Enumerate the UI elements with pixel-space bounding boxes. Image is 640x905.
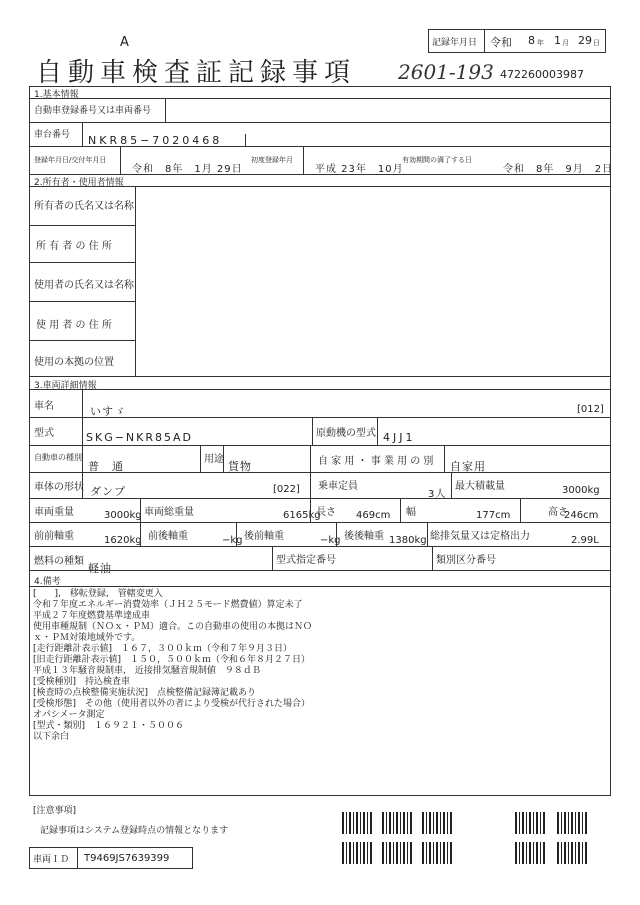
qr-code	[342, 842, 372, 864]
length-label: 長さ	[316, 507, 336, 518]
remarks-line: [走行距離計表示値] １６７，３００ｋｍ（令和７年９月３日）	[33, 644, 293, 654]
body-shape-label: 車体の形状	[34, 482, 84, 493]
width-value: 177cm	[476, 510, 511, 521]
rear-rear-axle-value: 1380kg	[389, 535, 427, 546]
maker-code: [012]	[577, 404, 604, 415]
section-basic-title: 1.基本情報	[34, 90, 79, 100]
height-value: 246cm	[564, 510, 599, 521]
qr-code	[422, 842, 452, 864]
chassis-value: NKR85−7020468	[88, 134, 223, 147]
gross-weight-label: 車両総重量	[144, 507, 194, 518]
length-value: 469cm	[356, 510, 391, 521]
remarks-line: オパシメータ測定	[33, 710, 105, 720]
model-value: SKG−NKR85AD	[86, 431, 194, 444]
body-shape-value: ダンプ	[90, 485, 127, 498]
use-value: 貨物	[228, 460, 252, 473]
first-reg-value: 平成 23年 10月	[315, 164, 404, 175]
remarks-line: 平成２７年度燃費基準達成車	[33, 611, 151, 621]
remarks-line: 以下余白	[33, 732, 70, 742]
user-name-label: 使用者の氏名又は名称	[34, 280, 134, 291]
displacement-value: 2.99L	[571, 535, 599, 546]
weight-label: 車両重量	[34, 507, 74, 518]
weight-value: 3000kg	[104, 510, 142, 521]
qr-code	[557, 842, 587, 864]
body-shape-code: [022]	[273, 484, 300, 495]
vehicle-id-value: T9469JS7639399	[84, 853, 170, 864]
front-rear-axle-value: −kg	[222, 535, 243, 546]
section-owner-title: 2.所有者・使用者情報	[34, 178, 124, 188]
width-label: 幅	[406, 507, 416, 518]
remarks-line: [受検種別] 持込検査車	[33, 677, 131, 687]
fuel-label: 燃料の種類	[34, 556, 84, 567]
engine-label: 原動機の型式	[316, 428, 376, 439]
front-rear-axle-label: 前後軸重	[148, 531, 188, 542]
qr-code	[382, 842, 412, 864]
owner-address-label: 所 有 者 の 住 所	[36, 241, 112, 252]
rear-rear-axle-label: 後後軸重	[344, 531, 384, 542]
notes-label: [注意事項]	[33, 806, 77, 816]
section-vehicle-title: 3.車両詳細情報	[34, 381, 97, 391]
reg-date-value: 令和 8年 1月 29日	[132, 164, 243, 175]
qr-code	[422, 812, 452, 834]
document-number: 472260003987	[500, 68, 584, 81]
remarks-line: [旧走行距離計表示値] １５０，５００ｋｍ（令和６年８月２７日）	[33, 655, 311, 665]
owner-name-label: 所有者の氏名又は名称	[34, 201, 134, 212]
height-label: 高さ	[548, 507, 568, 518]
type-designation-label: 型式指定番号	[276, 555, 336, 566]
reg-date-label: 登録年月日/交付年月日	[34, 156, 107, 164]
kind-label: 自動車の種別	[34, 453, 82, 462]
gross-weight-value: 6165kg	[283, 510, 321, 521]
front-front-axle-label: 前前軸重	[34, 531, 74, 542]
model-label: 型式	[34, 428, 54, 439]
engine-value: 4JJ1	[383, 431, 416, 444]
record-date-year: 8	[528, 34, 535, 47]
record-date-month: 1	[554, 34, 561, 47]
class-number-label: 類別区分番号	[436, 555, 496, 566]
kind-value: 普 通	[88, 460, 124, 473]
remarks-line: 平成１３年騒音規制車, 近接排気騒音規制値 ９８ｄＢ	[33, 666, 261, 676]
record-date-era: 令和	[490, 36, 512, 49]
fuel-value: 軽油	[88, 562, 112, 575]
user-address-label: 使 用 者 の 住 所	[36, 320, 112, 331]
vehicle-id-label: 車両ＩＤ	[33, 855, 70, 865]
remarks-line: [ ], 移転登録, 管轄変更入	[33, 589, 163, 599]
reg-number-label: 自動車登録番号又は車両番号	[34, 106, 152, 116]
expiry-label: 有効期間の満了する日	[402, 156, 472, 164]
handwritten-number: 2601-193	[398, 60, 494, 84]
remarks-line: [型式・類別] １６９２１・５００６	[33, 721, 185, 731]
remarks-line: [受検形態] その他（使用者以外の者により受検が代行された場合）	[33, 699, 311, 709]
qr-code	[515, 842, 545, 864]
remarks-line: ｘ・ＰＭ対策地域外です。	[33, 633, 141, 643]
chassis-label: 車台番号	[34, 130, 71, 140]
remarks-text	[33, 589, 473, 743]
first-reg-label: 初度登録年月	[251, 156, 293, 164]
qr-code	[515, 812, 545, 834]
record-date-day: 29	[578, 34, 592, 47]
max-load-label: 最大積載量	[455, 481, 505, 492]
qr-code	[382, 812, 412, 834]
record-date-label: 記録年月日	[432, 38, 478, 48]
notes-text: 記録事項はシステム登録時点の情報となります	[40, 826, 229, 836]
remarks-line: 令和７年度エネルギー消費効率（ＪＨ２５モード燃費値）算定未了	[33, 600, 303, 610]
private-business-label: 自 家 用 ・ 事 業 用 の 別	[318, 456, 434, 467]
front-front-axle-value: 1620kg	[104, 535, 142, 546]
use-label: 用途	[204, 454, 224, 465]
rear-front-axle-value: −kg	[320, 535, 341, 546]
remarks-line: [検査時の点検整備実施状況] 点検整備記録簿記載あり	[33, 688, 257, 698]
grade-mark: A	[120, 35, 129, 50]
private-business-value: 自家用	[450, 460, 486, 473]
capacity-label: 乗車定員	[318, 481, 358, 492]
qr-code	[342, 812, 372, 834]
displacement-label: 総排気量又は定格出力	[430, 531, 530, 542]
maker-value: いすゞ	[90, 405, 126, 418]
rear-front-axle-label: 後前軸重	[244, 531, 284, 542]
document-title: 自動車検査証記録事項	[36, 58, 357, 88]
maker-label: 車名	[34, 401, 54, 412]
max-load-value: 3000kg	[562, 485, 600, 496]
base-location-label: 使用の本拠の位置	[34, 357, 114, 368]
remarks-line: 使用車種規制（ＮＯｘ・ＰＭ）適合。この自動車の使用の本拠はＮＯ	[33, 622, 313, 632]
qr-code	[557, 812, 587, 834]
expiry-value: 令和 8年 9月 2日	[503, 164, 614, 175]
section-remarks-title: 4.備考	[34, 577, 61, 587]
capacity-value: 3人	[428, 489, 447, 500]
